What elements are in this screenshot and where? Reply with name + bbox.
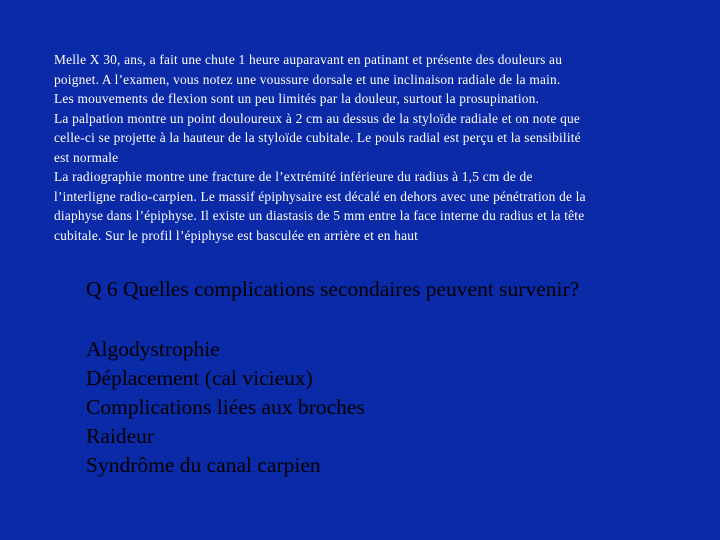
case-line: La palpation montre un point douloureux à 2 cm au dessus de la styloïde radiale et on note que (54, 110, 581, 126)
case-line: cubitale. Sur le profil l’épiphyse est basculée en arrière et en haut (54, 227, 419, 243)
question-heading: Q 6 Quelles complications secondaires peuvent survenir? (86, 277, 580, 301)
answer-item: Algodystrophie (86, 337, 220, 361)
case-line: La radiographie montre une fracture de l’extrémité inférieure du radius à 1,5 cm de de (54, 169, 533, 184)
case-line: Les mouvements de flexion sont un peu limités par la douleur, surtout la prosupination. (54, 91, 540, 106)
case-line: l’interligne radio-carpien. Le massif épiphysaire est décalé en dehors avec une pénétration de la (54, 188, 586, 204)
answer-item: Complications liées aux broches (86, 395, 365, 419)
answer-list (86, 335, 365, 480)
case-line: diaphyse dans l’épiphyse. Il existe un diastasis de 5 mm entre la face interne du radius et la tête (54, 208, 585, 223)
case-line: poignet. A l’examen, vous notez une voussure dorsale et une inclinaison radiale de la main. (54, 71, 561, 87)
clinical-case-text (54, 50, 674, 245)
case-line: est normale (54, 149, 119, 165)
answer-item: Syndrôme du canal carpien (86, 453, 321, 477)
case-line: celle-ci se projette à la hauteur de la styloïde cubitale. Le pouls radial est perçu et la sensibilité (54, 130, 581, 145)
case-line: Melle X 30, ans, a fait une chute 1 heure auparavant en patinant et présente des douleurs au (54, 52, 563, 67)
answer-item: Raideur (86, 424, 155, 448)
answer-item: Déplacement (cal vicieux) (86, 366, 313, 390)
